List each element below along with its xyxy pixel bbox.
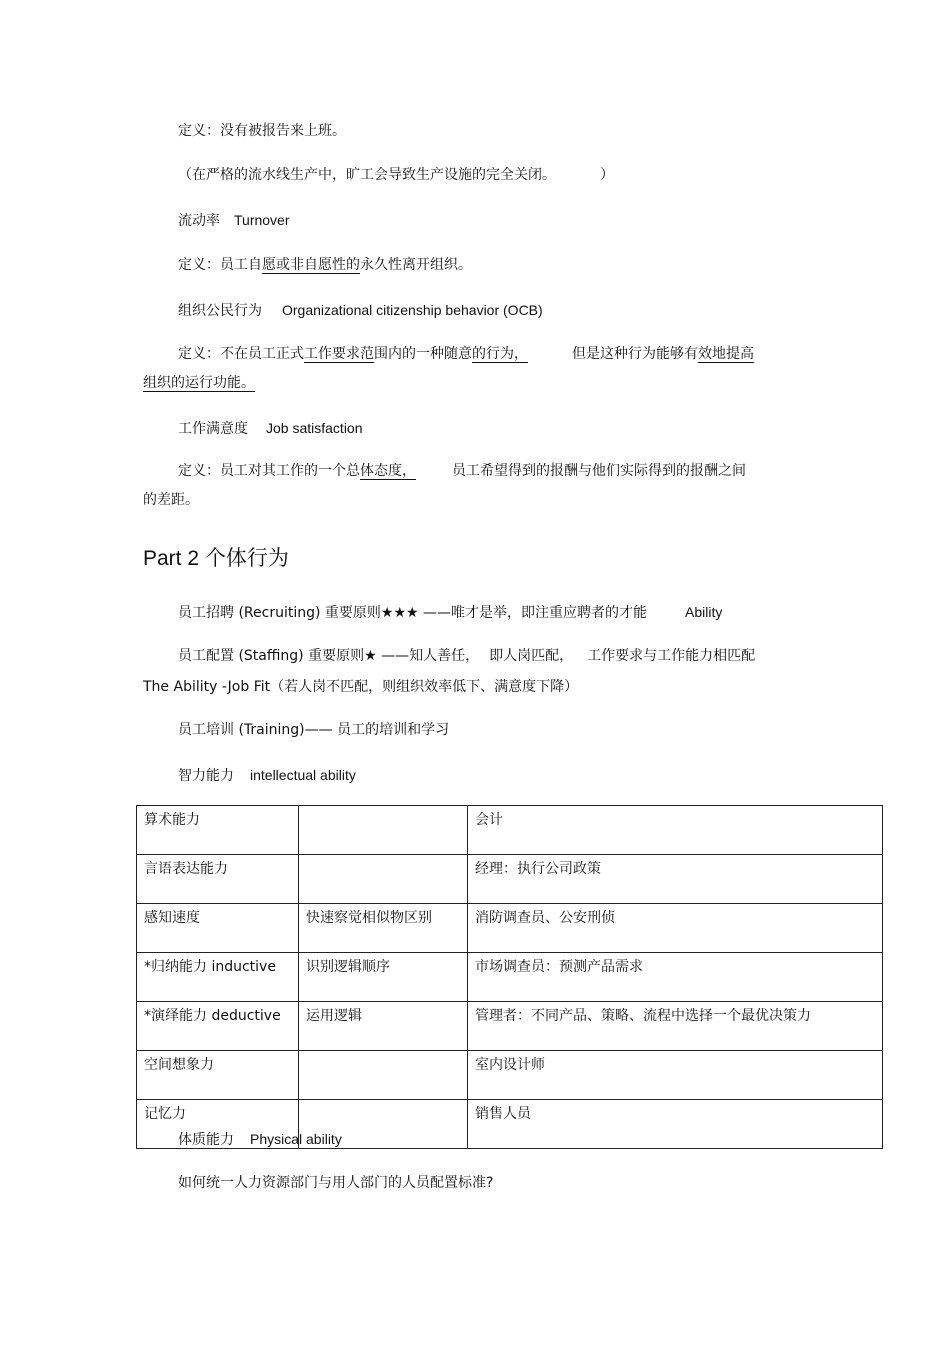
staffing-standard-question: 如何统一人力资源部门与用人部门的人员配置标准? (178, 1175, 494, 1191)
ocb-def-c: 围内的一种随意 (374, 346, 472, 362)
ability-cell: *归纳能力 inductive (137, 953, 299, 1002)
example-cell: 消防调查员、公安刑侦 (468, 904, 883, 953)
staffing-principle-line1 (178, 646, 755, 666)
example-cell: 室内设计师 (468, 1051, 883, 1100)
absenteeism-note-close: ） (600, 167, 614, 183)
section-heading-part2: Part 2 个体行为 (143, 547, 289, 570)
example-cell: 经理：执行公司政策 (468, 855, 883, 904)
js-def-b: 体态度， (360, 463, 416, 479)
absenteeism-note-text: （在严格的流水线生产中，旷工会导致生产设施的完全关闭。 (178, 167, 556, 183)
ocb-definition-line1 (178, 344, 776, 364)
turnover-term-cn: 流动率 (178, 213, 220, 229)
example-cell: 会计 (468, 806, 883, 855)
job-satisfaction-term-en: Job satisfaction (266, 420, 363, 436)
description-cell (299, 1051, 468, 1100)
recruiting-ability: Ability (685, 604, 723, 620)
turnover-def-underlined: 愿或非自愿性的 (262, 257, 360, 273)
example-cell: 市场调查员：预测产品需求 (468, 953, 883, 1002)
ocb-definition-line2 (143, 373, 255, 393)
description-cell: 快速察觉相似物区别 (299, 904, 468, 953)
intellectual-ability-term (178, 765, 356, 786)
physical-term-en: Physical ability (250, 1131, 342, 1147)
table-row (137, 904, 883, 953)
table-row (137, 855, 883, 904)
absenteeism-note (178, 165, 614, 185)
description-cell (299, 855, 468, 904)
turnover-def-a: 定义：员工自 (178, 257, 262, 273)
staffing-b: 即人岗匹配， (489, 648, 574, 664)
staffing-a: 员工配置 (Staffing) 重要原则★ ——知人善任， (178, 648, 480, 664)
intellectual-term-cn: 智力能力 (178, 768, 234, 784)
turnover-definition (178, 255, 472, 275)
ability-cell: 算术能力 (137, 806, 299, 855)
staffing-principle-line2: The Ability -Job Fit（若人岗不匹配，则组织效率低下、满意度下降） (143, 679, 579, 695)
example-cell: 管理者：不同产品、策略、流程中选择一个最优决策力 (468, 1002, 883, 1051)
training-principle: 员工培训 (Training)—— 员工的培训和学习 (178, 722, 450, 738)
ability-cell: 感知速度 (137, 904, 299, 953)
job-satisfaction-term (178, 418, 363, 439)
intellectual-ability-table (136, 805, 883, 1149)
ocb-def-g: 组织的运行功能。 (143, 375, 255, 391)
recruiting-principle (178, 602, 722, 623)
table-row (137, 953, 883, 1002)
intellectual-term-en: intellectual ability (250, 767, 356, 783)
ocb-term-en: Organizational citizenship behavior (OCB) (282, 302, 543, 318)
physical-ability-term (178, 1129, 342, 1150)
ability-cell: 记忆力 (137, 1100, 299, 1149)
job-satisfaction-definition-line1 (178, 461, 746, 481)
job-satisfaction-definition-line2: 的差距。 (143, 492, 199, 508)
description-cell: 运用逻辑 (299, 1002, 468, 1051)
job-satisfaction-term-cn: 工作满意度 (178, 421, 248, 437)
js-def-c: 员工希望得到的报酬与他们实际得到的报酬之间 (452, 463, 746, 479)
ocb-def-b: 工作要求范 (304, 346, 374, 362)
turnover-term-en: Turnover (234, 212, 290, 228)
ocb-def-e: 但是这种行为能够有 (572, 346, 698, 362)
description-cell (299, 806, 468, 855)
ability-cell: *演绎能力 deductive (137, 1002, 299, 1051)
ocb-def-d: 的行为， (472, 346, 528, 362)
ocb-def-f: 效地提高 (698, 346, 754, 362)
js-def-a: 定义：员工对其工作的一个总 (178, 463, 360, 479)
ocb-def-a: 定义：不在员工正式 (178, 346, 304, 362)
table-row (137, 1002, 883, 1051)
table-row (137, 1051, 883, 1100)
description-cell: 识别逻辑顺序 (299, 953, 468, 1002)
ability-cell: 言语表达能力 (137, 855, 299, 904)
ocb-term-cn: 组织公民行为 (178, 303, 262, 319)
table-row (137, 806, 883, 855)
turnover-term (178, 210, 290, 231)
absenteeism-definition: 定义：没有被报告来上班。 (178, 123, 346, 139)
ability-cell: 空间想象力 (137, 1051, 299, 1100)
recruiting-text: 员工招聘 (Recruiting) 重要原则★★★ ——唯才是举，即注重应聘者的才能 (178, 605, 647, 621)
turnover-def-c: 永久性离开组织。 (360, 257, 472, 273)
ocb-term (178, 300, 543, 321)
staffing-c: 工作要求与工作能力相匹配 (587, 648, 756, 664)
physical-term-cn: 体质能力 (178, 1132, 234, 1148)
example-cell: 销售人员 (468, 1100, 883, 1149)
